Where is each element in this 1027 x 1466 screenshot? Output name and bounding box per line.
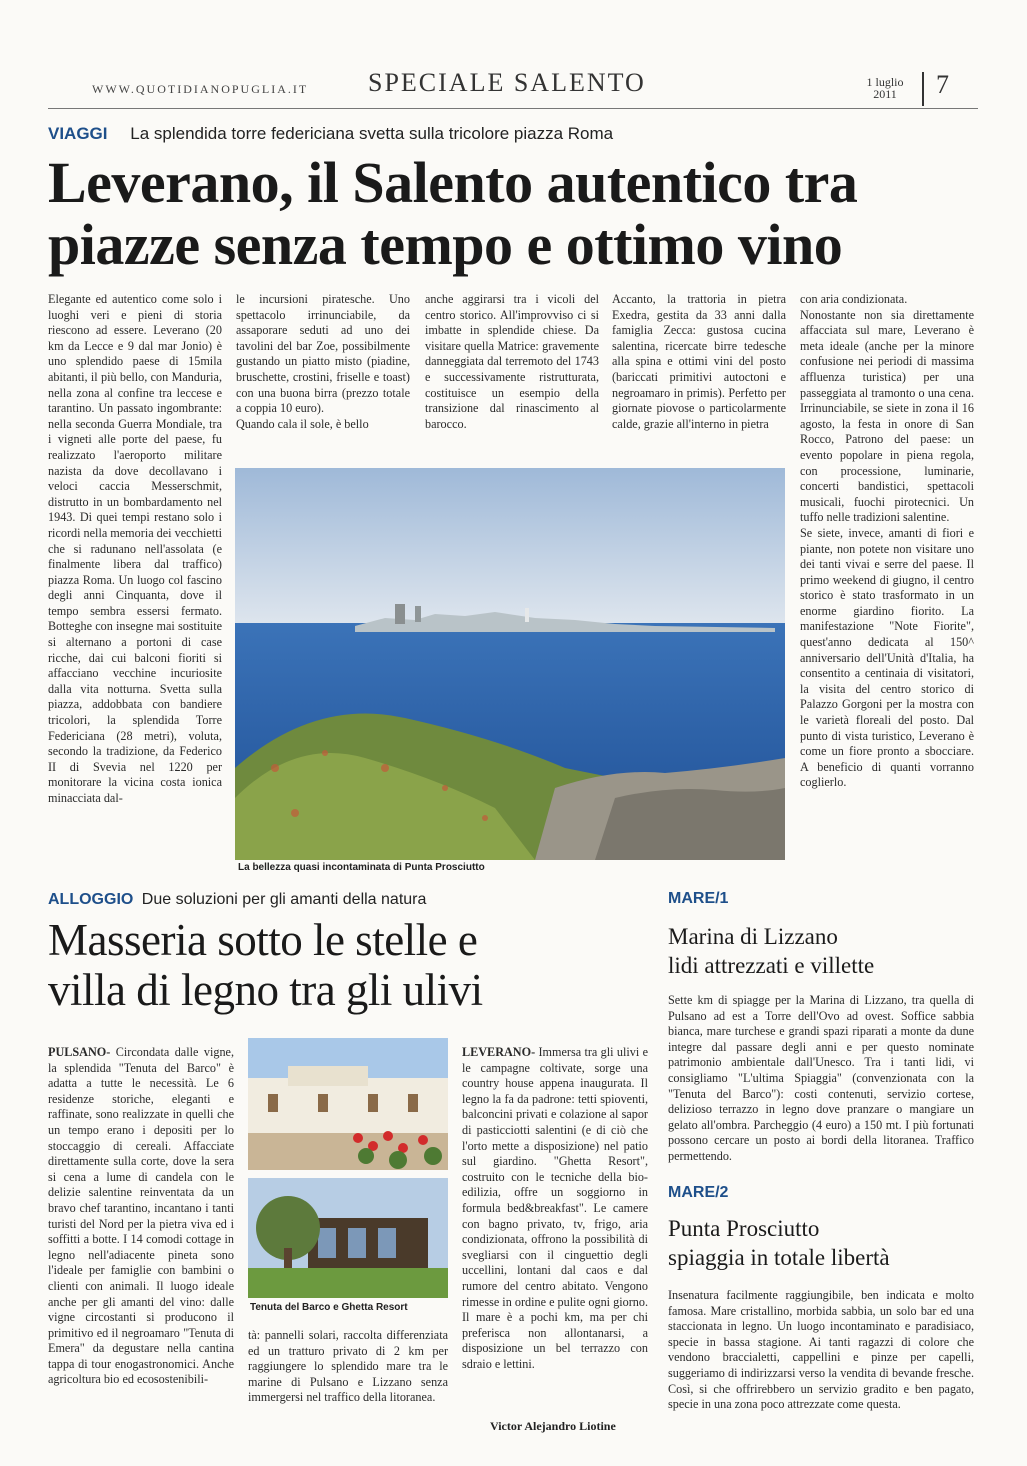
mare2-headline-line1: Punta Prosciutto [668, 1216, 820, 1241]
article1-column-5: con aria condizionata. Nonostante non sia direttamente affacciata sul mare, Leverano è meta ideale (anche per la minore confusione nei periodi di massima affluenza turistica) per una passeggiata al tramonto o una cena. Irrinunciabile, se siete in zona il 16 agosto, la festa in onore di San Rocco, Patrono del paese: un evento popolare in piena regola, con processione, luminarie, concerti bandistici, spettacoli musicali, fuochi pirotecnici. Un tuffo nelle tradizioni salentine. Se siete, invece, amanti di fiori e piante, non potete non visitare uno dei tanti vivai e serre del paese. Il primo weekend di giugno, il centro storico è stato trasformato in un enorme giardino fiorito. La manifestazione "Note Fiorite", quest'anno dedicata al 150^ anniversario dell'Unità d'Italia, ha consentito a centinaia di visitatori, la visita del centro storico di Palazzo Gorgoni per la mostra con le varietà floreali del posto. Dal punto di vista turistico, Leverano è come un fiore pronto a sbocciare. A beneficio di quanti vorranno coglierlo. [800, 292, 974, 790]
article1-headline-line1: Leverano, il Salento autentico tra [48, 150, 858, 215]
mare1-headline-line2: lidi attrezzati e villette [668, 953, 875, 978]
article2-photo-caption: Tenuta del Barco e Ghetta Resort [250, 1302, 408, 1313]
tenuta-del-barco-photo [248, 1038, 448, 1170]
article1-kicker [48, 124, 613, 144]
article1-column-2: le incursioni piratesche. Uno spettacolo irrinunciabile, da assaporare seduti ad uno dei tavolini del bar Zoe, possibilmente gustando un piatto misto (piadine, bruschette, crostini, friselle e toast) con una buona birra (prezzo totale a coppia 10 euro). Quando cala il sole, è bello [236, 292, 410, 431]
ghetta-resort-photo [248, 1178, 448, 1298]
article2-headline-line1: Masseria sotto le stelle e [48, 915, 478, 965]
article1-column-3: anche aggirarsi tra i vicoli del centro storico. All'improvviso ci si imbatte in splendide chiese. Da visitare quella Matrice: gravemente danneggiata dal terremoto del 1743 e successivamente ristrutturata, costituisce un esempio della transizione dal rinascimento al barocco. [425, 292, 599, 431]
mare1-tag: MARE/1 [668, 890, 729, 907]
article2-col3-text: Immersa tra gli ulivi e le campagne coltivate, sorge una country house appena inaugurata. Il legno la fa da padrone: tetti spioventi, balconcini privati e colazione al sapor di pasticciotti salentini (e di ciò che l'orto mette a disposizione) nel patio sul giardino. "Ghetta Resort", costruito con le tecniche della bio-edilizia, offre un soggiorno in formula bed&breakfast". Le camere con bagno privato, tv, frigo, aria condizionata, offrono la possibilità di svegliarsi con il cinguettio degli uccellini, lontani dal caos e dal rumore del centro abitato. Vengono rimesse in ordine e pulite ogni giorno. Il mare è a pochi km, ma per chi preferisca non allontanarsi, a disposizione un bel terrazzo con sdraio e lettini. [462, 1045, 648, 1371]
article2-col1-lead: PULSANO- [48, 1045, 111, 1059]
mare2-body: Insenatura facilmente raggiungibile, ben indicata e molto famosa. Mare cristallino, morbida sabbia, un solo bar ed una staccionata in legno. Un luogo incontaminato e paradisiaco, specie in bassa stagione. Ai tanti ragazzi di colore che vendono braccialetti, cappellini e pinze per capelli, suggeriamo di indirizzarsi verso la vendita di bevande fresche. Così, si che offrirebbero un servizio gradito e ben pagato, specie in una zona poco attrezzate come questa. [668, 1288, 974, 1412]
mare1-headline-line1: Marina di Lizzano [668, 924, 838, 949]
mare2-headline [668, 1214, 968, 1272]
punta-prosciutto-photo [235, 468, 785, 860]
mare2-tag: MARE/2 [668, 1184, 729, 1201]
section-title: SPECIALE SALENTO [368, 68, 646, 97]
article2-kicker-text: Due soluzioni per gli amanti della natura [141, 891, 427, 908]
header-separator [922, 72, 924, 106]
masseria-illustration [248, 1038, 448, 1170]
resort-illustration [248, 1178, 448, 1298]
seascape-illustration [235, 468, 785, 860]
article2-headline-line2: villa di legno tra gli ulivi [48, 965, 483, 1015]
article2-tag: ALLOGGIO [48, 891, 134, 908]
site-url: WWW.QUOTIDIANOPUGLIA.IT [92, 82, 309, 96]
article1-tag: VIAGGI [48, 124, 108, 143]
article2-headline [48, 915, 648, 1015]
article1-kicker-text: La splendida torre federiciana svetta sulla tricolore piazza Roma [130, 124, 614, 143]
article1-column-4: Accanto, la trattoria in pietra Exedra, gestita da 33 anni dalla famiglia Zecca: gustosa cucina salentina, ricercate birre tedesche alla spina e ottimi vini del posto (bariccati primitivi autoctoni e negroamaro in primis). Perfetto per giornate piovose o particolarmente calde, grazie all'interno in pietra [612, 292, 786, 431]
issue-date-day: 1 luglio [866, 75, 904, 89]
page-number: 7 [936, 70, 949, 99]
mare1-headline [668, 922, 968, 980]
mare2-headline-line2: spiaggia in totale libertà [668, 1245, 890, 1270]
article1-headline [48, 152, 978, 276]
article2-col1-text: Circondata dalle vigne, la splendida "Tenuta del Barco" è adatta a tutte le necessità. Le 6 residenze storiche, eleganti e raffinate, sono realizzate in quelli che un tempo erano i depositi per lo stoccaggio di cereali. Affacciate direttamente sulla corte, dove la sera si cena a lume di candela con le delizie salentine reinventata da un bravo chef tarantino, incantano i tanti turisti del Nord per la pietra viva ed i soffitti a botte. I 14 comodi cottage in legno nell'adiacente pineta sono l'ideale per famiglie con bambini o clienti con animali. Il luogo ideale anche per gli amanti del vino: dalle vigne circostanti si producono il primitivo ed il negroamaro "Tenuta di Emera" da degustare nella cantina tappa di tour enogastronomici. Anche agricoltura bio ed ecosostenibili- [48, 1045, 234, 1387]
article2-author: Victor Alejandro Liotine [490, 1419, 616, 1433]
article2-kicker [48, 891, 426, 909]
mare1-body: Sette km di spiagge per la Marina di Lizzano, tra quella di Pulsano ad est a Torre dell'Ovo ad ovest. Soffice sabbia bianca, mare turchese e grandi spazi riparati a monte da dune integre dal passare degli anni e per questo nominate patrimonio ambientale dall'Unesco. Tra i tanti lidi, vi consigliamo "L'ultima Spiaggia" (convenzionata con la "Tenuta del Barco"): costi contenuti, servizio cortese, delizioso terrazzo in legno dove pranzare o mangiare un gelato all'ombra. Parcheggio (4 euro) a 150 mt. I più fortunati possono cercare un posto ai bordi della litoranea. Traffico permettendo. [668, 993, 974, 1163]
article2-column-2: tà: pannelli solari, raccolta differenziata ed un tratturo privato di 2 km per raggiungere lo splendido mare tra le marine di Pulsano e Lizzano senza immergersi nel traffico della litoranea. [248, 1328, 448, 1405]
article1-headline-line2: piazze senza tempo e ottimo vino [48, 212, 843, 277]
article2-col3-lead: LEVERANO- [462, 1045, 536, 1059]
issue-date-year: 2011 [873, 87, 897, 101]
article1-column-1: Elegante ed autentico come solo i luoghi veri e pieni di storia riescono ad essere. Leverano (20 km da Lecce e 9 dal mar Jonio) è uno splendido paese di 15mila abitanti, il più bello, con Manduria, nella zona al confine tra leccese e tarantino. Un passato ingombrante: nella seconda Guerra Mondiale, tra i vigneti alle porte del paese, fu realizzato l'aeroporto militare nazista da dove decollavano i veloci caccia Messerschmit, distrutto in un bombardamento nel 1943. Di quei tempi restano solo i ricordi nella memoria dei vecchietti che si radunano nell'assolata (e finalmente libera dal traffico) piazza Roma. Un luogo col fascino degli anni Cinquanta, dove il tempo sembra essersi fermato. Botteghe con insegne mai sostituite si alternano a portoni di case ricche, dai cui balconi fioriti si affacciano vecchine incuriosite dalla vita notturna. Svetta sulla piazza, addobbata con bandiere tricolori, la splendida Torre Federiciana (28 metri), voluta, secondo la tradizione, da Federico II di Svevia nel 1220 per monitorare la vicina costa ionica minacciata dal- [48, 292, 222, 805]
article2-column-3 [462, 1045, 648, 1415]
article1-photo-caption: La bellezza quasi incontaminata di Punta Prosciutto [238, 862, 485, 873]
article2-column-1 [48, 1045, 234, 1435]
issue-date [860, 76, 910, 100]
header-rule [48, 108, 978, 109]
